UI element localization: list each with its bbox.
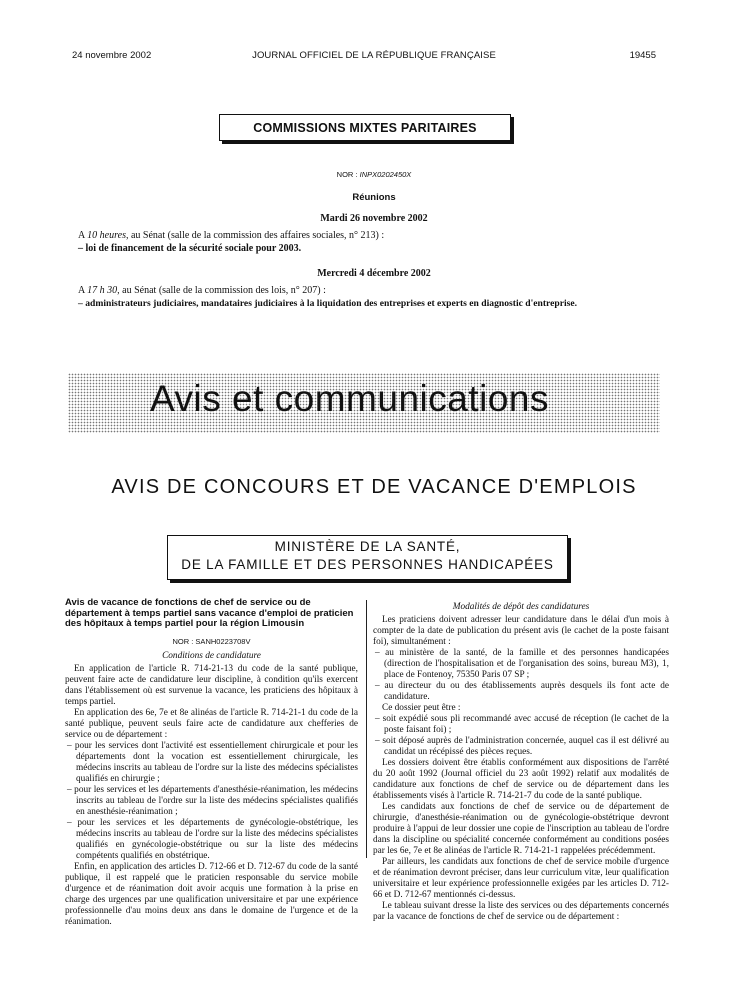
meeting1-item: – loi de financement de la sécurité sociale pour 2003. [78, 243, 302, 254]
list-item: – soit expédié sous pli recommandé avec accusé de réception (le cachet de la poste faisant foi) ; [375, 714, 669, 735]
meeting2-place: au Sénat (salle de la commission des lois, n° 207) : [122, 285, 326, 296]
list-item: – au directeur du ou des établissements auprès desquels ils font acte de candidature. [375, 681, 669, 702]
nor-code: INPX0202450X [359, 170, 412, 179]
avis-title: Avis et communications [150, 378, 549, 419]
paragraph: Les praticiens doivent adresser leur candidature dans le délai d'un mois à compter de la date de publication du présent avis (le cachet de la poste faisant foi), simultanément : [373, 615, 669, 647]
conditions-heading: Conditions de candidature [162, 650, 261, 661]
journal-title: JOURNAL OFFICIEL DE LA RÉPUBLIQUE FRANÇAISE [252, 50, 496, 61]
left-column [65, 598, 358, 928]
reunions-heading: Réunions [352, 192, 396, 203]
meeting2-place-line [78, 285, 326, 296]
meeting1-time: 10 heures, [87, 230, 129, 241]
meeting2-time: 17 h 30, [87, 285, 120, 296]
list-item: – pour les services dont l'activité est essentiellement chirurgicale et pour les départements dont la vocation est essentiellement chirurgicale, les médecins inscrits au tableau de l'ordre sur la liste des médecins spécialistes qualifiés en chirurgie ; [67, 740, 358, 784]
ministry-line1: MINISTÈRE DE LA SANTÉ, [274, 539, 461, 554]
paragraph: Le tableau suivant dresse la liste des services ou des départements concernés par la vacance de fonctions de chef de service ou de département : [373, 901, 669, 922]
paragraph: Les dossiers doivent être établis conformément aux dispositions de l'arrêté du 20 août 1992 (Journal officiel du 23 août 1992) relatif aux modalités de candidature aux fonctions de chef de service ou de département dans les établissements visés à l'article R. 714-21-7 du code de la santé publique. [373, 758, 669, 801]
commissions-nor [0, 170, 748, 179]
commissions-title-box [219, 114, 511, 141]
modalites-heading: Modalités de dépôt des candidatures [452, 602, 590, 612]
list-item: – pour les services et les départements de gynécologie-obstétrique, les médecins inscrits au tableau de l'ordre sur la liste des médecins spécialistes qualifiés en gynécologie-obstétrique ou sur la liste des médecins compétents qualifiés en obstétrique. [67, 817, 358, 861]
meeting2-date: Mercredi 4 décembre 2002 [317, 268, 431, 279]
page-number: 19455 [629, 50, 656, 61]
meeting1-date: Mardi 26 novembre 2002 [320, 213, 428, 224]
paragraph: Ce dossier peut être : [382, 703, 461, 713]
paragraph: Par ailleurs, les candidats aux fonctions de chef de service mobile d'urgence et de réanimation devront préciser, dans leur curriculum vitæ, leur qualification universitaire et leur expérience professionnelle exigées par les articles D. 712-66 et D. 712-67 mentionnés ci-dessus. [373, 857, 669, 900]
commissions-title: COMMISSIONS MIXTES PARITAIRES [253, 120, 477, 135]
meeting1-place: au Sénat (salle de la commission des affaires sociales, n° 213) : [130, 230, 385, 241]
paragraph: Les candidats aux fonctions de chef de service ou de département de chirurgie, d'anesthésie-réanimation ou de gynécologie-obstétrique devront produire à l'appui de leur dossier une copie de l'inscription au tableau de l'ordre dans la discipline ou spécialité concernée conformément au conditions posées par les 6e, 7e et 8e alinéas de l'article R. 714-21-1 rappelées précédemment. [373, 802, 669, 856]
list-item: – pour les services et les départements d'anesthésie-réanimation, les médecins inscrits au tableau de l'ordre sur la liste des médecins spécialistes qualifiés en anesthésie-réanimation ; [67, 784, 358, 817]
meeting1-prefix: A [78, 230, 85, 241]
meeting1-place-line [78, 230, 384, 241]
paragraph: En application des 6e, 7e et 8e alinéas de l'article R. 714-21-1 du code de la santé publique, peuvent seuls faire acte de candidature aux chefferies de service ou de département : [65, 707, 358, 740]
header-date: 24 novembre 2002 [72, 50, 152, 61]
nor-label: NOR : [336, 170, 358, 179]
column-divider [366, 600, 367, 858]
ministry-line2: DE LA FAMILLE ET DES PERSONNES HANDICAPÉES [181, 557, 554, 572]
notice-nor: NOR : SANH0223708V [172, 636, 251, 646]
meeting2-item: – administrateurs judiciaires, mandataires judiciaires à la liquidation des entreprises et experts en diagnostic d'entreprise. [78, 298, 578, 309]
notice-heading: Avis de vacance de fonctions de chef de service ou de département à temps partiel sans vacance d'emploi de praticien des hôpitaux à temps partiel pour la région Limousin [65, 597, 354, 629]
ministry-box [167, 535, 568, 580]
right-column [373, 600, 669, 923]
paragraph: Enfin, en application des articles D. 712-66 et D. 712-67 du code de la santé publique, il est rappelé que le praticien responsable du service mobile d'urgence et de réanimation doit avoir acquis une formation à la prise en charge des urgences par une qualification universitaire et par une expérience professionnelle d'au moins deux ans dans le domaine de l'urgence et de la réanimation. [65, 861, 358, 927]
list-item: – au ministère de la santé, de la famille et des personnes handicapées (direction de l'hospitalisation et de l'organisation des soins, bureau M3), 1, place de Fontenoy, 75350 Paris 07 SP ; [375, 648, 669, 680]
paragraph: En application de l'article R. 714-21-13 du code de la santé publique, peuvent faire acte de candidature leur discipline, à condition qu'ils exercent dans l'établissement où est survenue la vacance, les praticiens des hôpitaux à temps partiel. [65, 663, 358, 707]
section-heading: AVIS DE CONCOURS ET DE VACANCE D'EMPLOIS [111, 476, 637, 498]
list-item: – soit déposé auprès de l'administration concernée, auquel cas il est délivré au candidat un récépissé des pièces reçues. [375, 736, 669, 757]
meeting2-prefix: A [78, 285, 85, 296]
